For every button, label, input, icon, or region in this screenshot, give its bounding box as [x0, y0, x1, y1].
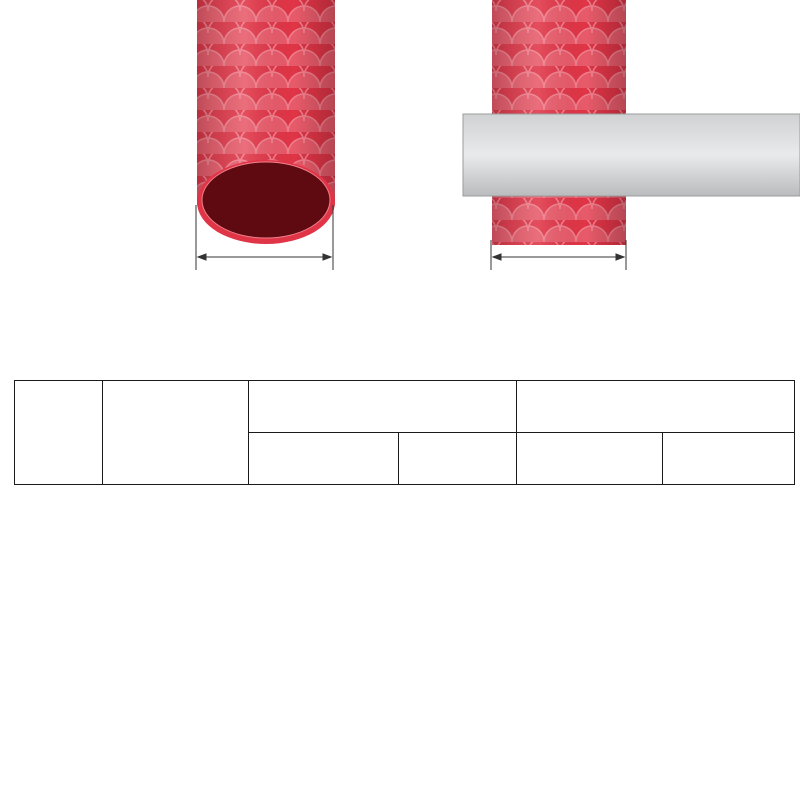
header-after-thickness: [663, 433, 795, 485]
header-after-inner-diameter: [517, 433, 663, 485]
spec-table: [14, 380, 795, 485]
product-photo: [0, 0, 800, 275]
ruler: [463, 114, 800, 196]
header-size: [15, 381, 103, 485]
header-flatten-width: [103, 381, 249, 485]
header-shrink-before: [249, 381, 517, 433]
header-shrink-after: [517, 381, 795, 433]
header-before-inner-diameter: [249, 433, 399, 485]
header-before-thickness: [399, 433, 517, 485]
round-tube-image: [197, 0, 335, 244]
